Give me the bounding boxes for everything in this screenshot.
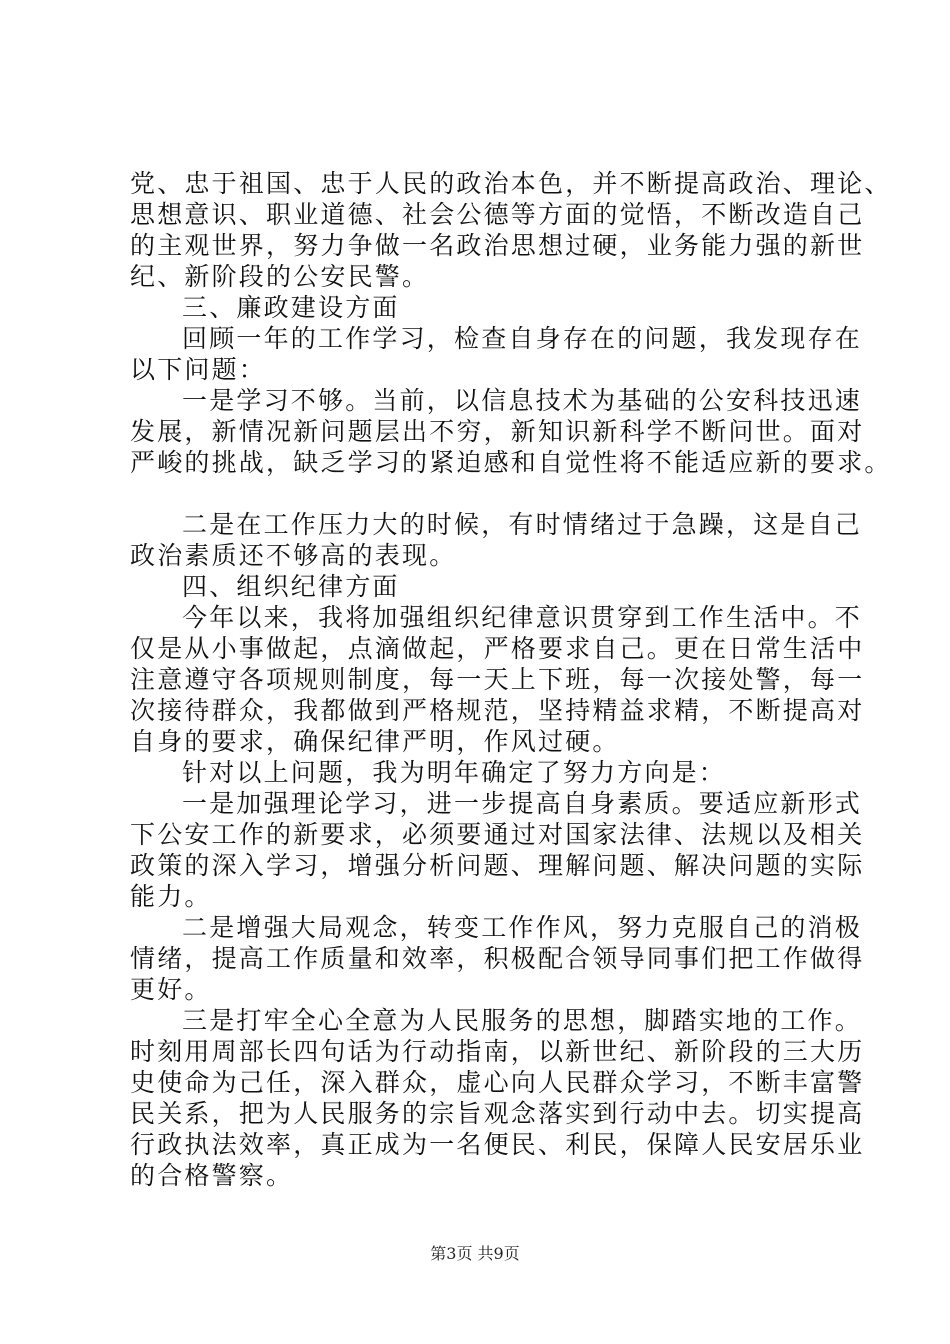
text-line: 注意遵守各项规则制度，每一天上下班，每一次接处警，每一 [130, 665, 865, 694]
text-line: 行政执法效率，真正成为一名便民、利民，保障人民安居乐业 [130, 1130, 865, 1159]
text-line: 二是增强大局观念，转变工作作风，努力克服自己的消极 [182, 913, 863, 942]
page-number: 第3页 共9页 [430, 1244, 520, 1263]
text-line: 今年以来，我将加强组织纪律意识贯穿到工作生活中。不 [182, 603, 863, 632]
text-line: 严峻的挑战，缺乏学习的紧迫感和自觉性将不能适应新的要求。 [130, 448, 892, 477]
text-line: 一是学习不够。当前，以信息技术为基础的公安科技迅速 [182, 386, 863, 415]
paragraph-gap [130, 478, 830, 509]
text-line: 能力。 [130, 882, 212, 911]
text-line: 的主观世界，努力争做一名政治思想过硬，业务能力强的新世 [130, 231, 865, 260]
document-body [130, 168, 892, 1191]
text-line: 思想意识、职业道德、社会公德等方面的觉悟，不断改造自己 [130, 200, 865, 229]
text-line: 二是在工作压力大的时候，有时情绪过于急躁，这是自己 [182, 510, 863, 539]
section-heading-clean-government: 三、廉政建设方面 [182, 293, 400, 322]
text-line: 纪、新阶段的公安民警。 [130, 262, 430, 291]
text-line: 政策的深入学习，增强分析问题、理解问题、解决问题的实际 [130, 851, 865, 880]
text-line: 民关系，把为人民服务的宗旨观念落实到行动中去。切实提高 [130, 1099, 865, 1128]
section-heading-discipline: 四、组织纪律方面 [182, 572, 400, 601]
text-line: 回顾一年的工作学习，检查自身存在的问题，我发现存在 [182, 324, 863, 353]
text-line: 仅是从小事做起，点滴做起，严格要求自己。更在日常生活中 [130, 634, 865, 663]
text-line: 针对以上问题，我为明年确定了努力方向是： [182, 758, 727, 787]
text-line: 次接待群众，我都做到严格规范，坚持精益求精，不断提高对 [130, 696, 865, 725]
text-line: 史使命为己任，深入群众，虚心向人民群众学习，不断丰富警 [130, 1068, 865, 1097]
text-line: 以下问题： [130, 355, 267, 384]
text-line: 一是加强理论学习，进一步提高自身素质。要适应新形式 [182, 789, 863, 818]
text-line: 发展，新情况新问题层出不穷，新知识新科学不断问世。面对 [130, 417, 865, 446]
text-line: 三是打牢全心全意为人民服务的思想，脚踏实地的工作。 [182, 1006, 863, 1035]
text-line: 下公安工作的新要求，必须要通过对国家法律、法规以及相关 [130, 820, 865, 849]
text-line: 政治素质还不够高的表现。 [130, 541, 457, 570]
text-line: 的合格警察。 [130, 1161, 294, 1190]
text-line: 自身的要求，确保纪律严明，作风过硬。 [130, 727, 620, 756]
text-line: 党、忠于祖国、忠于人民的政治本色，并不断提高政治、理论、 [130, 169, 892, 198]
text-line: 情绪，提高工作质量和效率，积极配合领导同事们把工作做得 [130, 944, 865, 973]
text-line: 更好。 [130, 975, 212, 1004]
text-line: 时刻用周部长四句话为行动指南，以新世纪、新阶段的三大历 [130, 1037, 865, 1066]
